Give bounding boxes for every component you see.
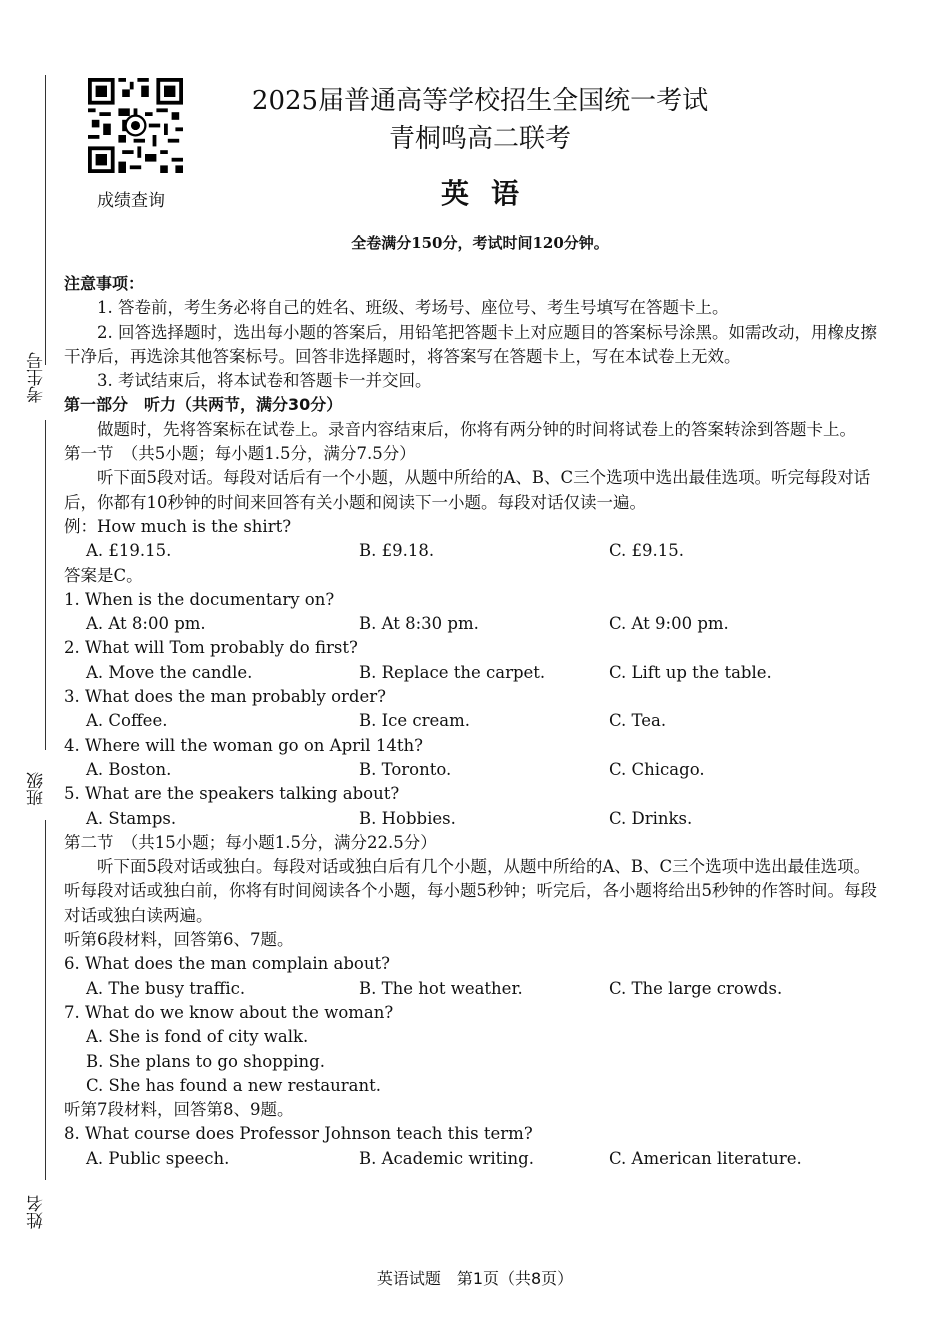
question-options [64, 1147, 884, 1171]
full-marks-note: 全卷满分150分，考试时间120分钟。 [351, 234, 609, 252]
option: C. The large crowds. [609, 978, 783, 998]
section2-intro: 听下面5段对话或独白。每段对话或独白后有几个小题，从题中所给的A、B、C三个选项中选出最佳选项。听每段对话或独白前，你将有时间阅读各个小题，每小题5秒钟；听完后，各小题将给出5秒钟的作答时间。每段对话或独白读两遍。 [64, 857, 877, 925]
name-label: 姓名 [27, 1195, 47, 1229]
option: A. At 8:00 pm. [86, 614, 206, 634]
exam-title: 2025届普通高等学校招生全国统一考试 [251, 86, 709, 116]
option: A. Public speech. [86, 1148, 230, 1168]
option: C. Chicago. [609, 759, 705, 779]
option: B. Hobbies. [359, 808, 456, 828]
option: A. Move the candle. [86, 662, 253, 682]
section1-heading: 第一节 （共5小题；每小题1.5分，满分7.5分） [64, 444, 416, 464]
question-options [64, 758, 884, 782]
binding-line-mid [45, 420, 46, 750]
option: B. Toronto. [359, 759, 452, 779]
question: 1. When is the documentary on? [64, 589, 335, 609]
question: 5. What are the speakers talking about? [64, 784, 400, 804]
qr-code-icon[interactable] [88, 78, 183, 173]
option: C. £9.15. [609, 541, 685, 561]
option: B. At 8:30 pm. [359, 614, 479, 634]
question: 4. Where will the woman go on April 14th? [64, 735, 423, 755]
subject-title: 英语 [440, 177, 541, 210]
section1-intro: 听下面5段对话。每段对话后有一个小题，从题中所给的A、B、C三个选项中选出最佳选项。听完每段对话后，你都有10秒钟的时间来回答有关小题和阅读下一小题。每段对话仅读一遍。 [64, 468, 871, 512]
question: 6. What does the man complain about? [64, 954, 390, 974]
binding-line-top [45, 75, 46, 365]
option: C. American literature. [609, 1148, 802, 1168]
option: B. Ice cream. [359, 711, 471, 731]
example-question: 例：How much is the shirt? [64, 516, 292, 536]
question-options [64, 612, 884, 636]
option: C. She has found a new restaurant. [86, 1075, 382, 1095]
exam-content [64, 272, 884, 1171]
option: A. £19.15. [86, 541, 172, 561]
option: B. Academic writing. [359, 1148, 534, 1168]
class-label: 班级 [27, 772, 47, 806]
option: A. She is fond of city walk. [86, 1027, 309, 1047]
option: A. Coffee. [86, 711, 168, 731]
option: A. Boston. [86, 759, 172, 779]
question-options [64, 807, 884, 831]
material-heading: 听第6段材料，回答第6、7题。 [64, 930, 294, 950]
part1-heading: 第一部分 听力（共两节，满分30分） [64, 395, 343, 415]
question: 2. What will Tom probably do first? [64, 638, 358, 658]
option: B. £9.18. [359, 541, 435, 561]
option: C. Lift up the table. [609, 662, 772, 682]
exam-number-label: 考生号 [27, 352, 47, 403]
notice-item: 3. 考试结束后，将本试卷和答题卡一并交回。 [97, 371, 432, 391]
question: 3. What does the man probably order? [64, 687, 386, 707]
question-options [64, 661, 884, 685]
material-heading: 听第7段材料，回答第8、9题。 [64, 1100, 294, 1120]
option: B. She plans to go shopping. [86, 1051, 325, 1071]
example-options [64, 539, 884, 563]
qr-caption: 成绩查询 [97, 191, 165, 211]
option: B. Replace the carpet. [359, 662, 546, 682]
part1-intro: 做题时，先将答案标在试卷上。录音内容结束后，你将有两分钟的时间将试卷上的答案转涂到答题卡上。 [97, 419, 856, 439]
question: 7. What do we know about the woman? [64, 1002, 394, 1022]
option: C. At 9:00 pm. [609, 614, 729, 634]
page-footer: 英语试题 第1页（共8页） [376, 1269, 574, 1288]
question-options [64, 709, 884, 733]
question-options [64, 977, 884, 1001]
binding-line-low [45, 820, 46, 1180]
exam-subtitle: 青桐鸣高二联考 [388, 124, 571, 154]
option: A. The busy traffic. [86, 978, 246, 998]
notice-item: 2. 回答选择题时，选出每小题的答案后，用铅笔把答题卡上对应题目的答案标号涂黑。如需改动，用橡皮擦干净后，再选涂其他答案标号。回答非选择题时，将答案写在答题卡上，写在本试卷上无效。 [64, 322, 877, 366]
option: C. Drinks. [609, 808, 693, 828]
notice-item: 1. 答卷前，考生务必将自己的姓名、班级、考场号、座位号、考生号填写在答题卡上。 [97, 298, 729, 318]
example-answer: 答案是C。 [64, 565, 143, 585]
option: C. Tea. [609, 711, 667, 731]
option: A. Stamps. [86, 808, 177, 828]
question: 8. What course does Professor Johnson teach this term? [64, 1124, 533, 1144]
notice-heading: 注意事项： [64, 274, 145, 293]
section2-heading: 第二节 （共15小题；每小题1.5分，满分22.5分） [64, 832, 437, 852]
option: B. The hot weather. [359, 978, 523, 998]
